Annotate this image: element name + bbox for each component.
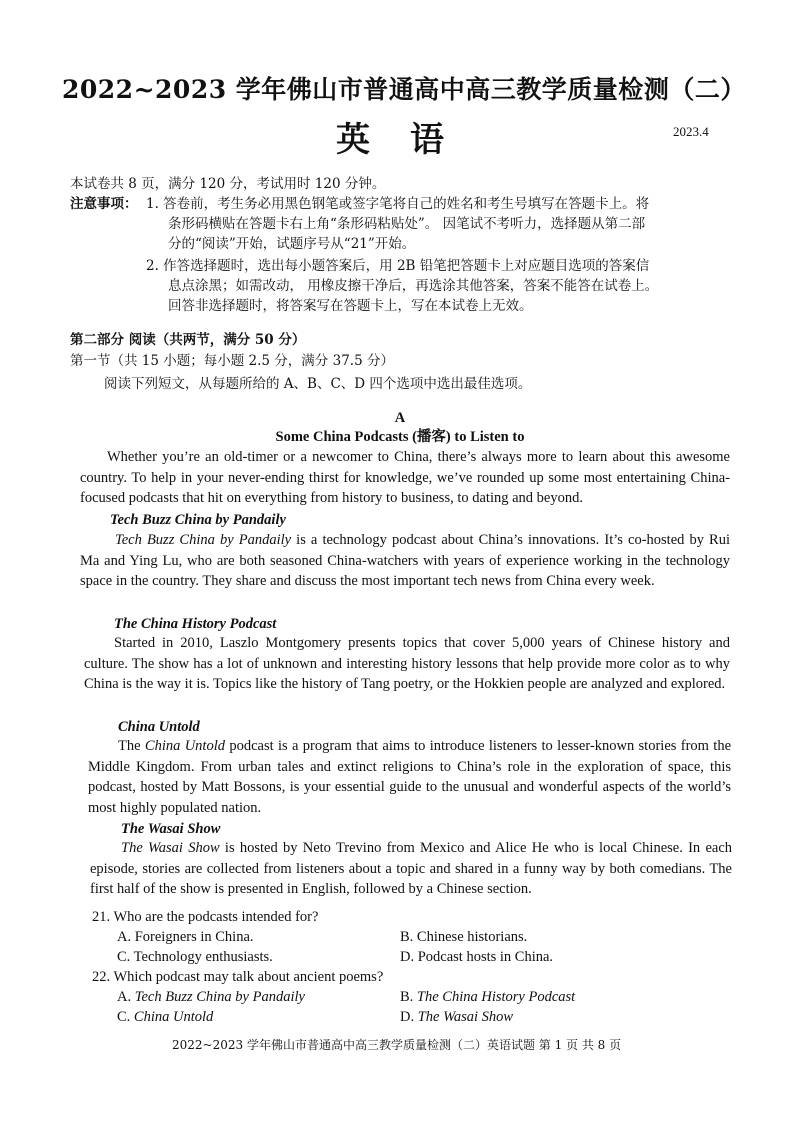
question-22-option-a-prefix: A.	[117, 989, 135, 1005]
podcast-1-heading: Tech Buzz China by Pandaily	[110, 512, 286, 528]
podcast-4-name: The Wasai Show	[121, 840, 220, 856]
question-22-option-d-prefix: D.	[400, 1009, 418, 1025]
question-22-option-d	[400, 1009, 513, 1026]
question-22-stem: 22. Which podcast may talk about ancient poems?	[92, 969, 384, 985]
podcast-2-heading: The China History Podcast	[114, 616, 277, 632]
question-21-stem: 21. Who are the podcasts intended for?	[92, 909, 319, 925]
podcast-3-heading: China Untold	[118, 719, 200, 735]
question-21-option-a: A. Foreigners in China.	[117, 929, 254, 945]
passage-intro: Whether you’re an old-timer or a newcomer to China, there’s always more to learn about this awesome country. To help in your never-ending thirst for knowledge, we’ve rounded up some most entertaining China-focused podcasts that hit on everything from history to business, to dating and beyond.	[80, 449, 730, 506]
podcast-1-paragraph	[80, 530, 730, 592]
notice-2-line-2: 息点涂黑；如需改动， 用橡皮擦干净后，再选涂其他答案，答案不能答在试卷上。	[168, 278, 659, 294]
podcast-1-text: is a technology podcast about China’s innovations. It’s co-hosted by Rui Ma and Ying Lu, who are both seasoned China-watchers with years of experience working in the technology space in the country. They share and discuss the most important tech news from China every week.	[80, 532, 730, 589]
notice-1-line-1: 1. 答卷前，考生务必用黑色钢笔或签字笔将自己的姓名和考生号填写在答题卡上。将	[146, 196, 650, 212]
podcast-1-name: Tech Buzz China by Pandaily	[115, 532, 292, 548]
notice-1-line-2: 条形码横贴在答题卡右上角“条形码粘贴处”。 因笔试不考听力，选择题从第二部	[168, 216, 646, 232]
question-22-option-a-text: Tech Buzz China by Pandaily	[134, 989, 305, 1005]
podcast-2-paragraph: Started in 2010, Laszlo Montgomery presents topics that cover 5,000 years of Chinese history and culture. The show has a lot of unknown and interesting history lessons that help provide more color as to why China is the way it is. Topics like the history of Tang poetry, or the Hokkien people are analyzed and explored.	[84, 635, 730, 692]
question-22-option-c	[117, 1009, 213, 1026]
question-21-option-c: C. Technology enthusiasts.	[117, 949, 273, 965]
exam-title: 2022~2023 学年佛山市普通高中高三教学质量检测（二）	[62, 75, 746, 104]
question-22-option-c-prefix: C.	[117, 1009, 134, 1025]
section-instruction: 阅读下列短文，从每题所给的 A、B、C、D 四个选项中选出最佳选项。	[104, 376, 532, 392]
podcast-4-paragraph	[90, 838, 732, 900]
subject-title: 英语	[336, 120, 484, 160]
question-21-option-d: D. Podcast hosts in China.	[400, 949, 554, 965]
podcast-3-paragraph	[88, 736, 731, 818]
question-22-option-d-text: The Wasai Show	[417, 1009, 514, 1025]
podcast-4-heading: The Wasai Show	[121, 821, 221, 837]
podcast-3-pre: The	[118, 738, 145, 754]
passage-letter: A	[394, 410, 406, 426]
question-22-option-c-text: China Untold	[133, 1009, 214, 1025]
subsection-heading: 第一节（共 15 小题；每小题 2.5 分，满分 37.5 分）	[70, 353, 394, 369]
podcast-3-text: podcast is a program that aims to introduce listeners to lesser-known stories from the Middle Kingdom. From urban tales and extinct religions to China’s role in the exploration of space, this podcast, hosted by Matt Bossons, is your essential guide to the unusual and wonderful aspects of the world’s most highly populated nation.	[88, 738, 732, 816]
podcast-3-name: China Untold	[144, 738, 225, 754]
notice-label: 注意事项：	[70, 196, 138, 212]
notice-2-line-3: 回答非选择题时，将答案写在答题卡上，写在本试卷上无效。	[168, 298, 533, 314]
question-22-option-b-text: The China History Podcast	[416, 989, 576, 1005]
exam-date: 2023.4	[673, 124, 709, 139]
page-footer: 2022~2023 学年佛山市普通高中高三教学质量检测（二）英语试题 第 1 页 共 8 页	[172, 1038, 622, 1052]
notice-2-line-1: 2. 作答选择题时，选出每小题答案后，用 2B 铅笔把答题卡上对应题目选项的答案信	[146, 258, 650, 274]
notice-1-line-3: 分的“阅读”开始，试题序号从“21”开始。	[168, 236, 416, 252]
question-21-option-b: B. Chinese historians.	[400, 929, 528, 945]
exam-info-line: 本试卷共 8 页，满分 120 分，考试用时 120 分钟。	[70, 176, 386, 192]
passage-title: Some China Podcasts (播客) to Listen to	[275, 429, 525, 445]
podcast-4-text: is hosted by Neto Trevino from Mexico and Alice He who is local Chinese. In each episode, stories are collected from listeners about a topic and shared in a funny way by both comedians. The first half of the show is presented in English, followed by a Chinese section.	[90, 840, 733, 897]
question-22-option-b-prefix: B.	[400, 989, 417, 1005]
question-22-option-b	[400, 989, 575, 1006]
question-22-option-a	[117, 989, 305, 1006]
part-heading: 第二部分 阅读（共两节，满分 50 分）	[70, 332, 306, 348]
